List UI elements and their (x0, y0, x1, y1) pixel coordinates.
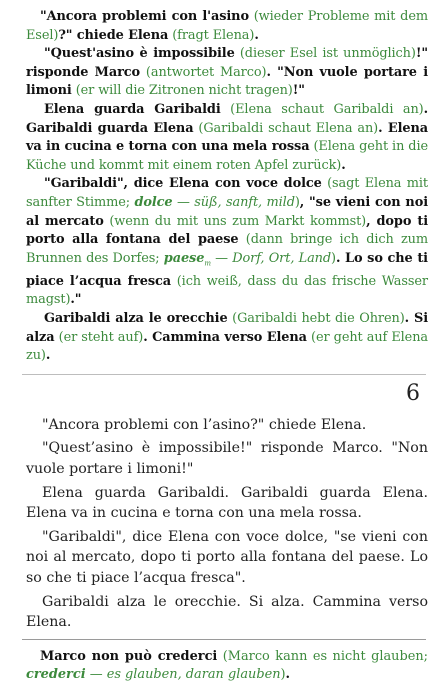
bilingual-paragraph (26, 101, 428, 175)
translation-text: (Elena schaut Garibaldi an) (220, 101, 424, 117)
translation-text: (Elena geht in die Küche und kommt mit einem roten Apfel zurück) (26, 139, 428, 173)
translation-text: (antwortet Marco) (140, 64, 267, 80)
italian-text: . Si alza (26, 311, 428, 345)
translation-text: (Marco kann es nicht glauben; (217, 648, 428, 664)
translation-text: — süß, sanft, mild (172, 194, 295, 210)
italian-text: Marco non può crederci (40, 648, 218, 664)
translation-text: (fragt Elena) (168, 27, 255, 43)
translation-text: (Garibaldi hebt die Ohren) (227, 311, 405, 327)
footer-text (26, 648, 428, 685)
translation-text: (ich weiß, dass du das frische Wasser magst) (26, 273, 428, 308)
translation-text: ) (331, 250, 336, 266)
italian-text: , "se vieni con noi al mercato (26, 194, 428, 229)
translation-text: (dieser Esel ist unmöglich) (234, 46, 416, 62)
translation-text: (er steht auf) (54, 329, 144, 345)
italian-text: "Garibaldi", dice Elena con voce dolce (44, 176, 322, 192)
italian-text: ?" chiede Elena (58, 27, 169, 43)
italian-text: . Cammina verso Elena (143, 329, 307, 345)
keyword: dolce (134, 194, 173, 210)
translation-text: (wenn du mit uns zum Markt kommst) (103, 213, 367, 229)
story-paragraph: "Ancora problemi con l’asino?" chiede Elena. (42, 416, 367, 433)
italian-text: . "Non vuole portare i limoni (26, 64, 428, 99)
translation-text: (wieder Probleme mit dem Esel) (26, 9, 428, 43)
italian-text: Garibaldi alza le orecchie (44, 311, 228, 327)
italian-text: ." (70, 292, 82, 308)
divider-bottom (22, 639, 426, 640)
translation-text: (dann bringe ich dich zum Brunnen des Dorfes; (26, 232, 428, 266)
italian-text: . (341, 157, 346, 173)
story-paragraph: Elena guarda Garibaldi. Garibaldi guarda Elena. Elena va in cucina e torna con una mela rossa. (26, 484, 428, 522)
bilingual-paragraph (26, 175, 428, 310)
story-paragraph: "Quest’asino è impossibile!" risponde Marco. "Non vuole portare i limoni!" (26, 440, 428, 478)
story-paragraph: "Garibaldi", dice Elena con voce dolce, "se vieni con noi al mercato, dopo ti porto alla fontana del paese. Lo so che ti piace l’acqua fresca". (26, 528, 428, 587)
translation-text: (er geht auf Elena zu) (26, 329, 428, 364)
italian-text: . Elena va in cucina e torna con una mela rossa (26, 120, 428, 155)
italian-text: "Ancora problemi con l'asino (40, 9, 249, 24)
italian-text: . Lo so che ti piace l’acqua fresca (26, 250, 428, 289)
keyword: crederci (26, 667, 86, 683)
translation-text: — es glauben, daran glauben (85, 667, 281, 683)
italian-text: !" risponde Marco (26, 46, 428, 80)
keyword: paese (163, 250, 205, 266)
italian-text: . (285, 667, 291, 683)
footer-paragraph (26, 648, 428, 685)
italian-text: . (254, 27, 259, 43)
italian-text: . Garibaldi guarda Elena (26, 101, 428, 136)
italian-text: Elena guarda Garibaldi (44, 101, 221, 117)
translation-text: (sagt Elena mit sanfter Stimme; (26, 176, 428, 210)
translation-text: ) (294, 194, 300, 210)
italian-text: , dopo ti porto alla fontana del paese (26, 213, 428, 248)
bilingual-text (26, 8, 428, 366)
chapter-number: 6 (406, 380, 420, 406)
bilingual-paragraph (26, 45, 428, 101)
translation-text: — Dorf, Ort, Land (210, 250, 332, 266)
bilingual-paragraph (26, 310, 428, 366)
story-paragraph: Garibaldi alza le orecchie. Si alza. Cammina verso Elena. (26, 593, 428, 631)
story-text (26, 415, 428, 633)
italian-text: !" (292, 83, 305, 99)
translation-text: m (204, 259, 211, 268)
italian-text: . (45, 348, 51, 364)
translation-text: (er will die Zitronen nicht tragen) (71, 83, 293, 99)
bilingual-paragraph (26, 8, 428, 45)
divider (22, 374, 426, 375)
translation-text: ) (280, 667, 286, 683)
translation-text: (Garibaldi schaut Elena an) (193, 120, 379, 136)
italian-text: "Quest'asino è impossibile (44, 46, 235, 62)
